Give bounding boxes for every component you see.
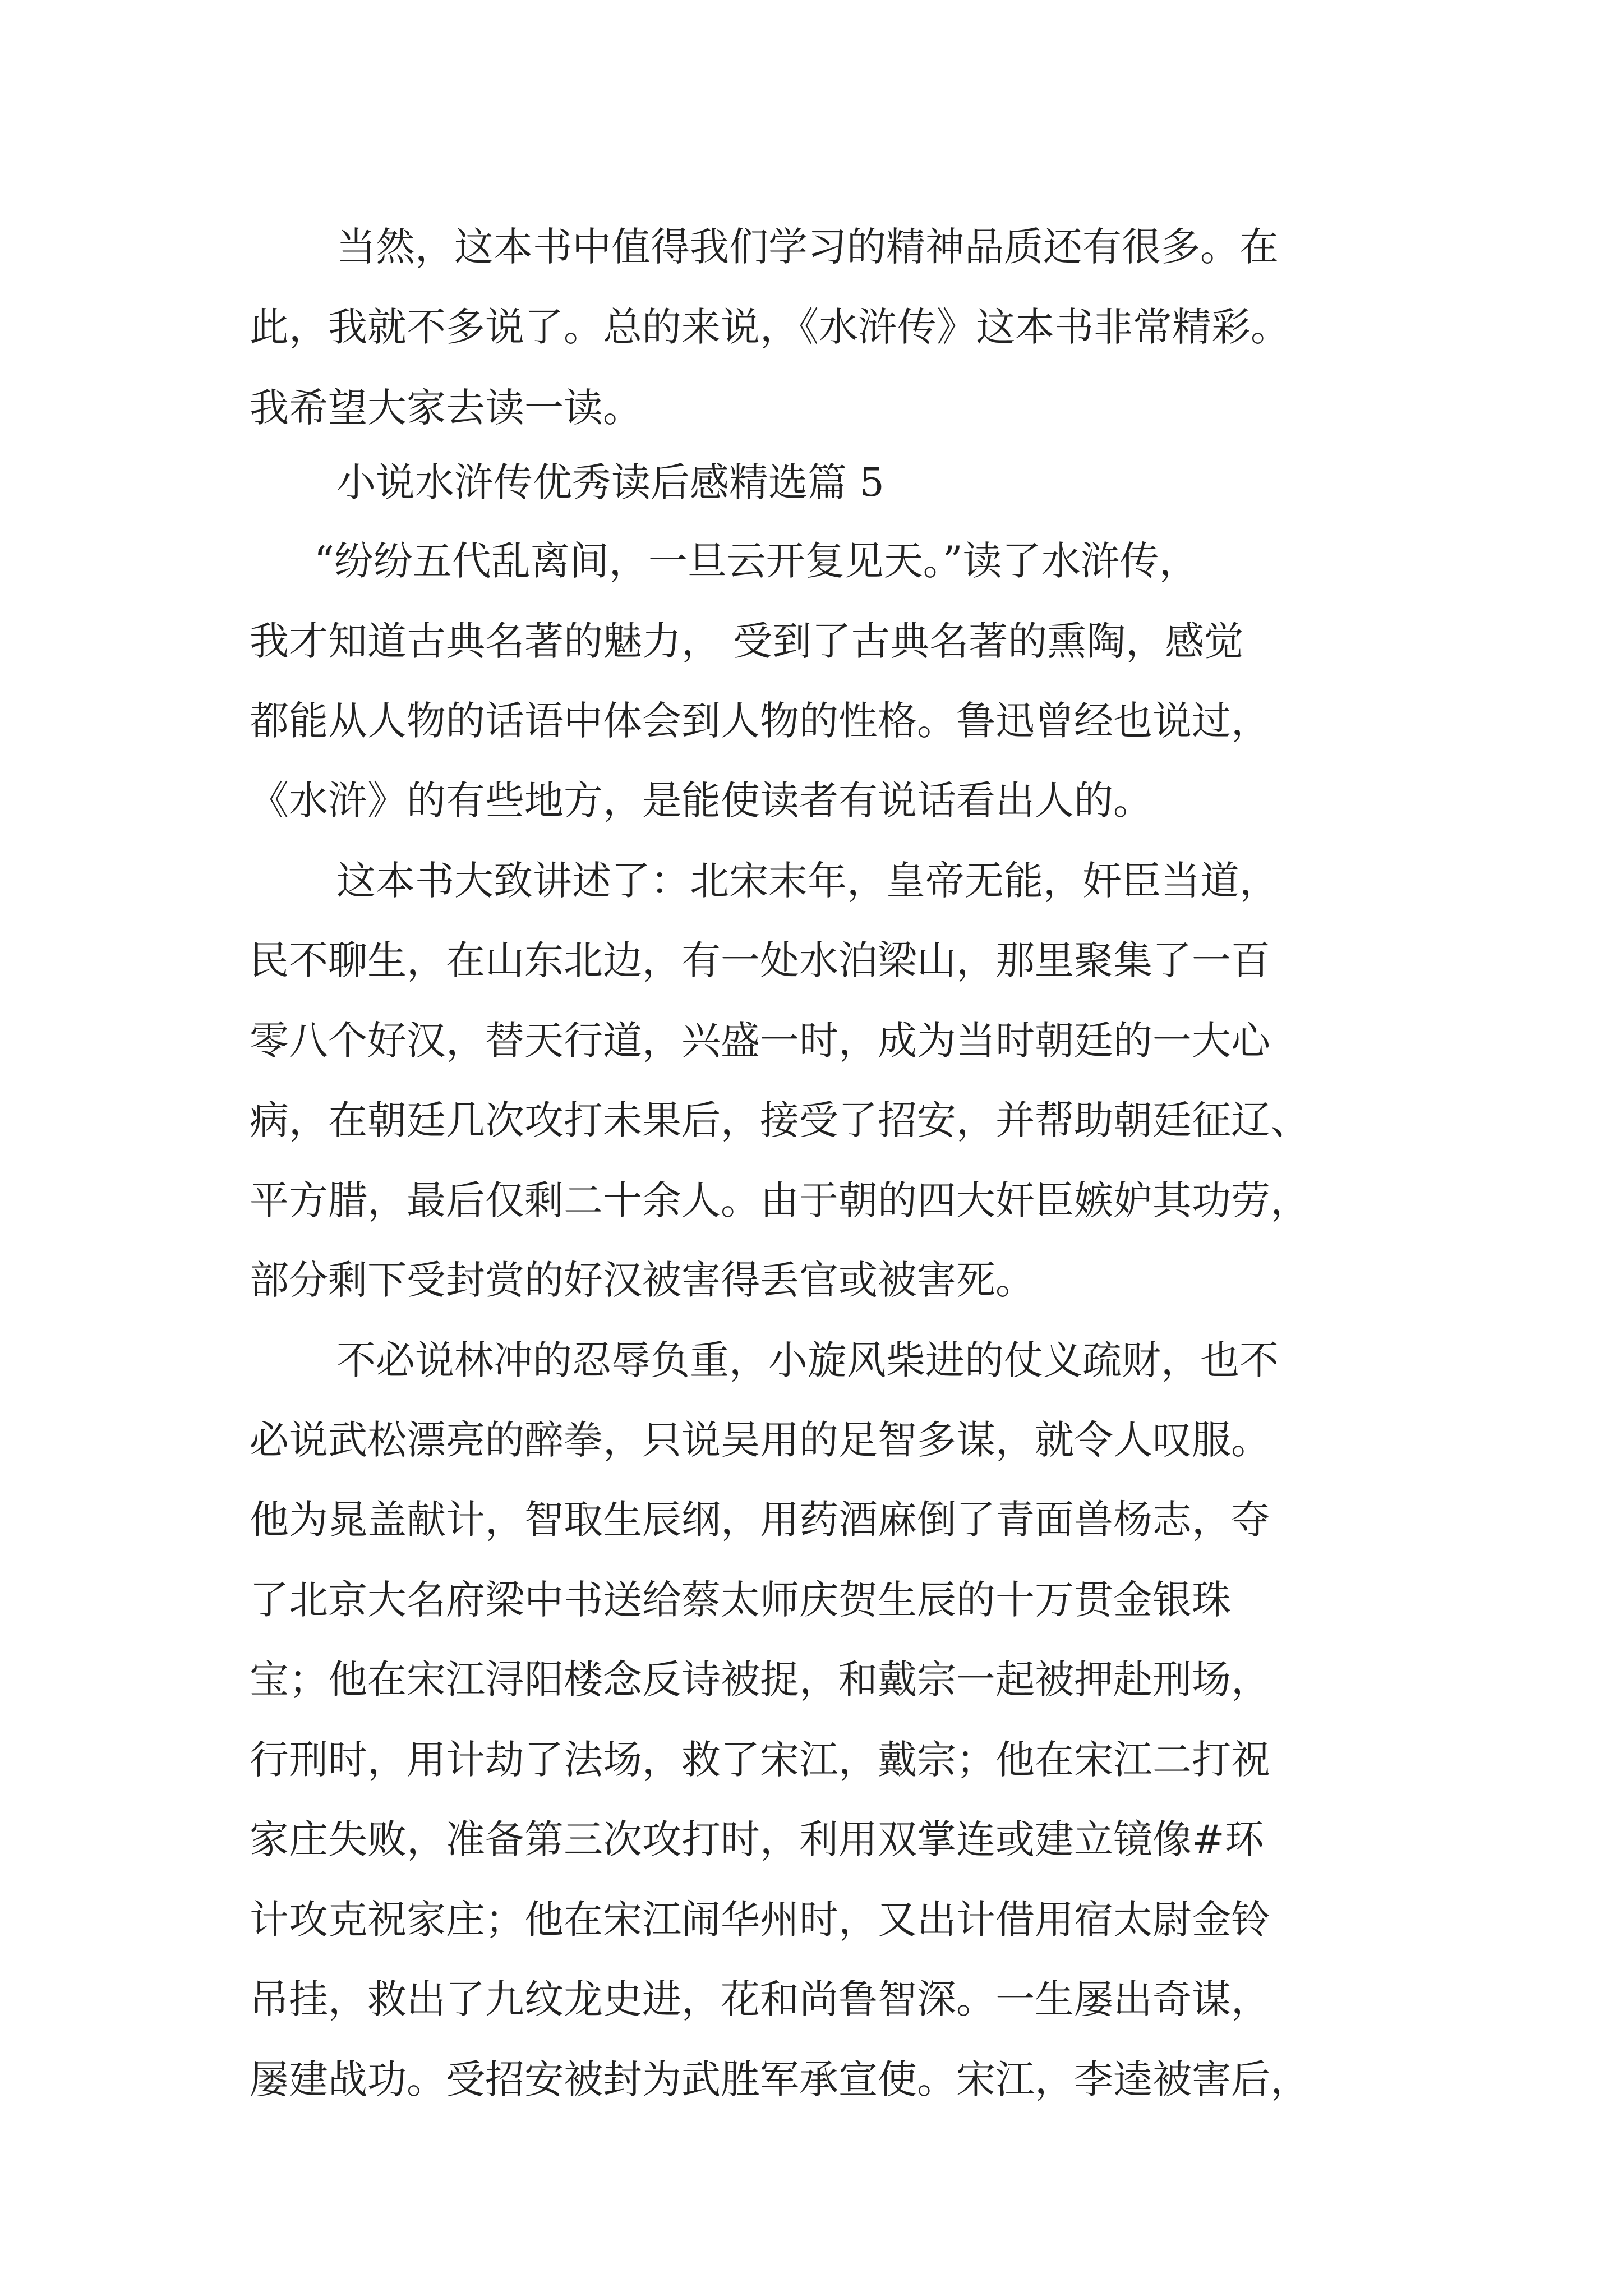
text-line: 零八个好汉，替天行道，兴盛一时，成为当时朝廷的一大心 (250, 1018, 1270, 1064)
text-line: 平方腊，最后仅剩二十余人。由于朝的四大奸臣嫉妒其功劳， (250, 1177, 1310, 1223)
text-line: 行刑时，用计劫了法场，救了宋江，戴宗；他在宋江二打祝 (250, 1737, 1270, 1783)
text-line: “纷纷五代乱离间，一旦云开复见天。”读了水浒传， (314, 538, 1198, 584)
text-line: 当然，这本书中值得我们学习的精神品质还有很多。在 (336, 224, 1279, 270)
text-line: 部分剩下受封赏的好汉被害得丢官或被害死。 (250, 1257, 1035, 1303)
text-line: 必说武松漂亮的醉拳，只说吴用的足智多谋，就令人叹服。 (250, 1417, 1270, 1463)
text-line: 计攻克祝家庄；他在宋江闹华州时，又出计借用宿太尉金铃 (250, 1897, 1270, 1943)
text-line: 《水浒》的有些地方，是能使读者有说话看出人的。 (250, 777, 1152, 823)
text-line: 屡建战功。受招安被封为武胜军承宣使。宋江，李逵被害后， (250, 2056, 1310, 2102)
text-line: 他为晁盖献计，智取生辰纲，用药酒麻倒了青面兽杨志，夺 (250, 1497, 1270, 1543)
text-line: 这本书大致讲述了：北宋末年，皇帝无能，奸臣当道， (336, 858, 1279, 904)
text-line: 吊挂，救出了九纹龙史进，花和尚鲁智深。一生屡出奇谋， (250, 1976, 1270, 2022)
text-line: 了北京大名府梁中书送给蔡太师庆贺生辰的十万贯金银珠 (250, 1577, 1231, 1623)
text-line: 民不聊生，在山东北边，有一处水泊梁山，那里聚集了一百 (250, 937, 1270, 983)
text-line: 家庄失败，准备第三次攻打时，利用双掌连或建立镜像#环 (250, 1816, 1264, 1862)
text-line: 不必说林冲的忍辱负重，小旋风柴进的仗义疏财，也不 (336, 1337, 1279, 1383)
section-heading: 小说水浒传优秀读后感精选篇 5 (336, 459, 884, 505)
text-line: 宝；他在宋江浔阳楼念反诗被捉，和戴宗一起被押赴刑场， (250, 1657, 1270, 1703)
text-line: 此，我就不多说了。总的来说，《水浒传》这本书非常精彩。 (250, 304, 1290, 350)
text-line: 都能从人物的话语中体会到人物的性格。鲁迅曾经也说过， (250, 698, 1270, 744)
text-line: 我希望大家去读一读。 (250, 385, 642, 431)
text-line: 病，在朝廷几次攻打未果后，接受了招安，并帮助朝廷征辽、 (250, 1097, 1310, 1143)
text-line: 我才知道古典名著的魅力， 受到了古典名著的熏陶，感觉 (250, 618, 1244, 664)
